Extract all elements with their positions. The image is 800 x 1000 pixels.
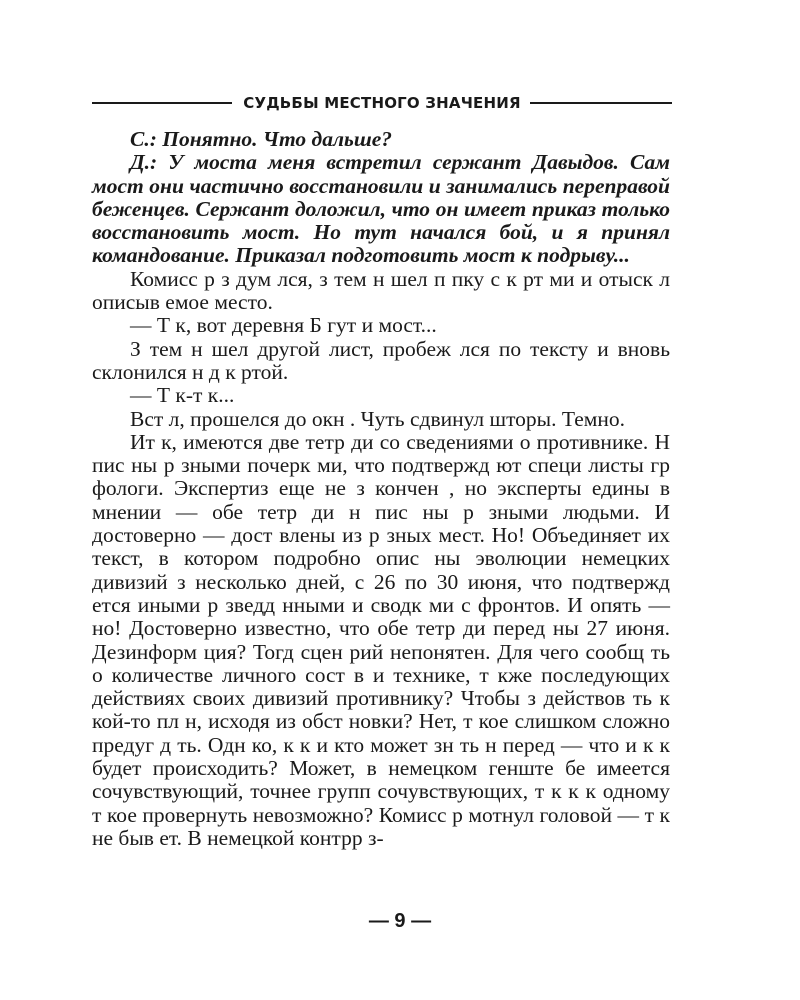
paragraph: Комисс р з дум лся, з тем н шел п пку с к рт ми и отыск л описыв емое место. [92, 266, 670, 315]
paragraph: З тем н шел другой лист, пробеж лся по тексту и вновь склонился н д к ртой. [92, 336, 670, 384]
paragraph: Вст л, прошелся до окн . Чуть сдвинул шторы. Темно. [130, 406, 625, 431]
header-rule-right [530, 102, 672, 104]
page-number: — 9 — [368, 910, 432, 932]
page-footer [0, 908, 800, 934]
page-body [92, 128, 670, 850]
paragraph: С.: Понятно. Что дальше? [130, 127, 393, 151]
paragraph: Ит к, имеются две тетр ди со сведениями о противнике. Н пис ны р зными почерк ми, что подтвержд ют специ листы гр фологи. Экспертиз еще не з кончен , но эксперты едины в мнении — обе тетр ди н пис ны р зными людьми. И достоверно — дост влены из р зных мест. Но! Объединяет их текст, в котором подробно опис ны эволюции немецких дивизий з несколько дней, с 26 по 30 июня, что подтвержд ется иными р зведд нными и сводк ми с фронтов. И опять — но! Достоверно известно, что обе тетр ди перед ны 27 июня. Дезинформ ция? Тогд сцен рий непонятен. Для чего сообщ ть о количестве личного сост в и технике, т кже последующих действиях своих дивизий противнику? Чтобы з действов ть к кой-то пл н, исходя из обст новки? Нет, т кое слишком сложно предуг д ть. Одн ко, к к и кто может зн ть н перед — что и к к будет происходить? Может, в немецком генште бе имеется сочувствующий, точнее групп сочувствующих, т к к к одному т кое провернуть невозможно? Комисс р мотнул головой — т к не быв ет. В немецкой контрр з- [92, 429, 670, 850]
paragraph: Д.: У моста меня встретил сержант Давыдов. Сам мост они частично восстановили и занимались переправой беженцев. Сержант доложил, что он имеет приказ только восстановить мост. Но тут начался бой, и я принял командование. Приказал подготовить мост к подрыву... [92, 150, 670, 268]
running-header [92, 92, 672, 114]
running-header-title: СУДЬБЫ МЕСТНОГО ЗНАЧЕНИЯ [243, 94, 521, 112]
paragraph: — Т к, вот деревня Б гут и мост... [130, 313, 437, 338]
paragraph: — Т к-т к... [130, 383, 235, 408]
